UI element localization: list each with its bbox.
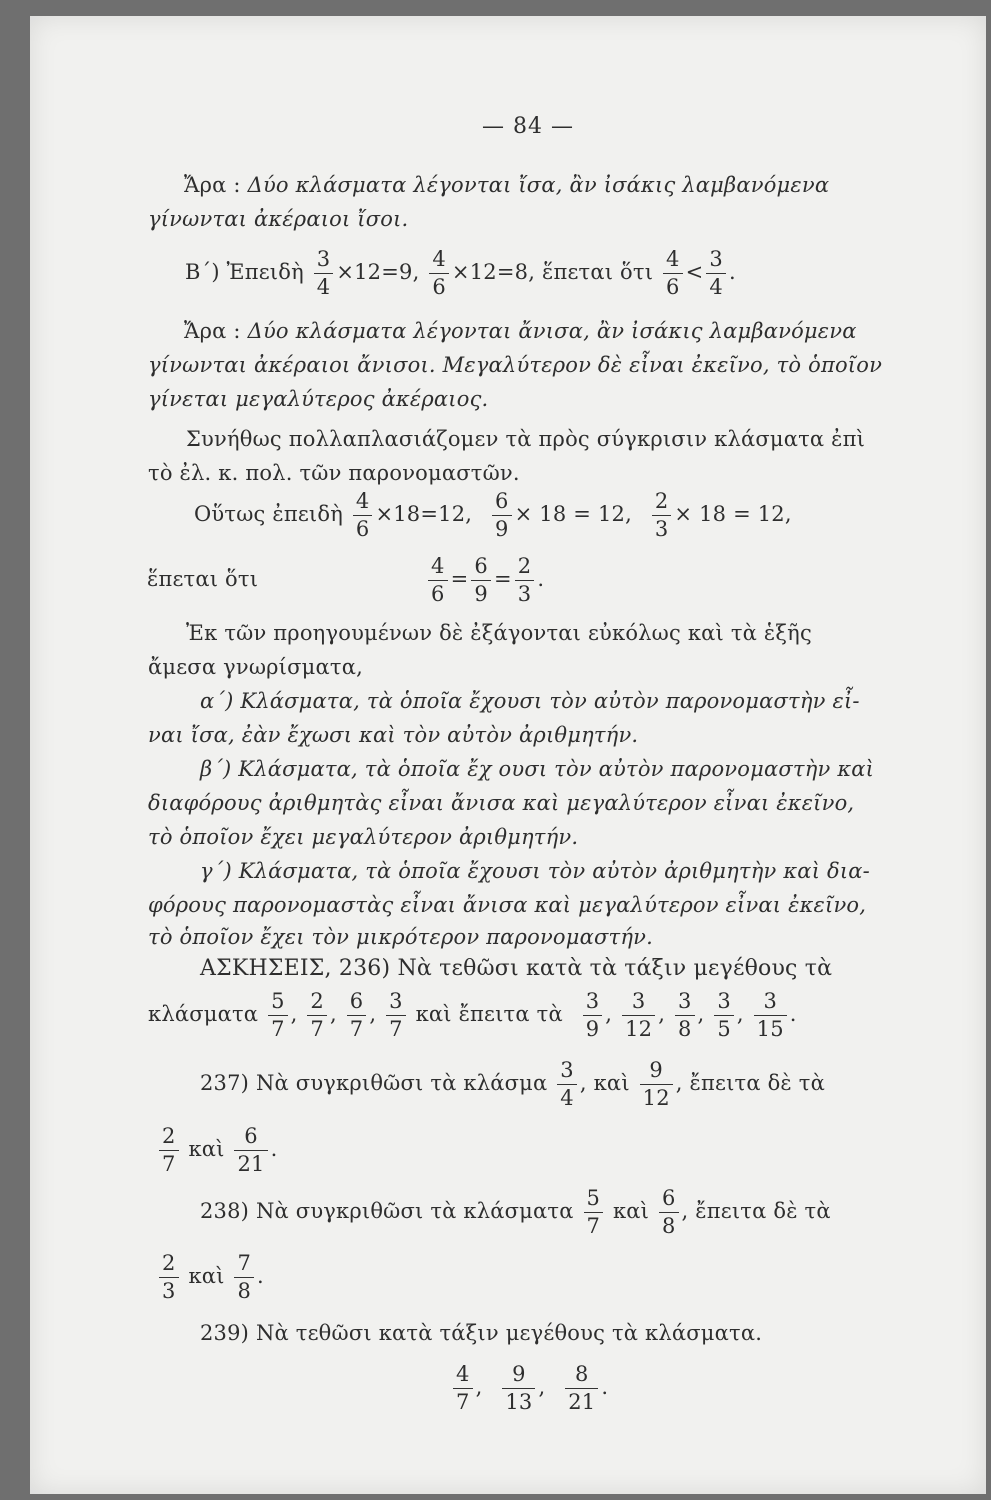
separator: , [290, 1002, 298, 1026]
exercise-text: καὶ ἔπειτα τὰ [415, 1002, 563, 1026]
fraction: $\frac{3}{4}$ [314, 249, 334, 298]
separator: . [789, 1002, 797, 1026]
example-b-line [185, 249, 736, 298]
fraction: $\frac{6}{9}$ [471, 556, 491, 605]
exercise-text: , ἔπειτα δὲ τὰ [675, 1071, 825, 1095]
separator: , [736, 1002, 744, 1026]
exercise-text: 238) Νὰ συγκριθῶσι τὰ κλάσματα [200, 1199, 574, 1223]
equation-label: Οὕτως ἐπειδὴ [194, 502, 343, 526]
properties-intro-line-1: Ἐκ τῶν προηγουμένων δὲ ἐξάγονται εὐκόλως καὶ τὰ ἑξῆς [186, 621, 812, 645]
separator: , [475, 1375, 483, 1399]
fraction: $\frac{6}{8}$ [659, 1188, 679, 1237]
fraction: $\frac{3}{7}$ [386, 991, 406, 1040]
exercise-239-line-2 [450, 1364, 608, 1413]
exercise-237-line-2 [156, 1126, 278, 1175]
separator: . [601, 1375, 609, 1399]
fraction: $\frac{9}{12}$ [640, 1060, 673, 1109]
fraction: $\frac{3}{12}$ [622, 991, 655, 1040]
rule-a-line-1: α΄) Κλάσματα, τὰ ὁποῖα ἔχουσι τὸν αὐτὸν παρονομαστὴν εἶ- [200, 689, 860, 713]
exercise-238-line-2 [156, 1253, 264, 1302]
fraction: $\frac{6}{7}$ [347, 991, 367, 1040]
conclusion-label: Ἄρα : [184, 173, 248, 197]
separator: , [605, 1002, 613, 1026]
fraction: $\frac{3}{15}$ [754, 991, 787, 1040]
rule-c-line-1: γ΄) Κλάσματα, τὰ ὁποῖα ἔχουσι τὸν αὐτὸν ἀριθμητὴν καὶ δια- [200, 859, 870, 883]
exercise-text: 237) Νὰ συγκριθῶσι τὰ κλάσμα [200, 1071, 548, 1095]
expression-text: × 18 = 12, [514, 502, 632, 526]
rule-b-line-1: β΄) Κλάσματα, τὰ ὁποῖα ἔχ ουσι τὸν αὐτὸν παρονομαστὴν καὶ [200, 757, 875, 781]
expression-text: ×18=12, [375, 502, 473, 526]
fraction: $\frac{4}{6}$ [429, 249, 449, 298]
separator: , [697, 1002, 705, 1026]
fraction: $\frac{5}{7}$ [268, 991, 288, 1040]
fraction: $\frac{3}{4}$ [557, 1060, 577, 1109]
exercise-239-line-1: 239) Νὰ τεθῶσι κατὰ τάξιν μεγέθους τὰ κλάσματα. [200, 1321, 763, 1345]
equation-label: ἕπεται ὅτι [147, 567, 259, 591]
expression-text: × 18 = 12, [674, 502, 792, 526]
properties-intro-line-2: ἄμεσα γνωρίσματα, [148, 655, 363, 679]
expression-text: < [685, 260, 704, 284]
rule-c-line-2: φόρους παρονομαστὰς εἶναι ἄνισα καὶ μεγαλύτερον εἶναι ἐκεῖνο, [148, 893, 867, 917]
fraction: $\frac{4}{6}$ [353, 491, 373, 540]
exercise-text: καὶ [188, 1137, 225, 1161]
exercise-label: κλάσματα [148, 1002, 259, 1026]
conclusion-label: Ἄρα : [184, 319, 248, 343]
expression-text: . [537, 567, 545, 591]
exercise-text: . [257, 1264, 264, 1288]
conclusion-text: Δύο κλάσματα λέγονται ἄνισα, ἂν ἰσάκις λαμβανόμενα [247, 319, 857, 343]
exercise-236-line-1: ΑΣΚΗΣΕΙΣ, 236) Νὰ τεθῶσι κατὰ τὰ τάξιν μεγέθους τὰ [200, 956, 833, 981]
fraction: $\frac{2}{3}$ [159, 1253, 179, 1302]
fraction: $\frac{2}{3}$ [515, 556, 535, 605]
fraction: $\frac{3}{4}$ [706, 249, 726, 298]
fraction: $\frac{3}{9}$ [583, 991, 603, 1040]
common-denominator-line-2: τὸ ἐλ. κ. πολ. τῶν παρονομαστῶν. [148, 461, 520, 485]
separator: , [329, 1002, 337, 1026]
conclusion-equal-line-1 [184, 172, 829, 198]
rule-b-line-2: διαφόρους ἀριθμητὰς εἶναι ἄνισα καὶ μεγαλύτερον εἶναι ἐκεῖνο, [148, 791, 855, 815]
exercise-236-line-2 [148, 991, 797, 1040]
page-number: — 84 — [482, 114, 574, 139]
separator: , [658, 1002, 666, 1026]
expression-text: = [493, 567, 512, 591]
expression-text: = [450, 567, 469, 591]
exercise-text: , καὶ [579, 1071, 630, 1095]
fraction: $\frac{4}{7}$ [453, 1364, 473, 1413]
fraction: $\frac{3}{5}$ [714, 991, 734, 1040]
exercise-238-line-1 [200, 1188, 831, 1237]
exercise-text: καὶ [188, 1264, 225, 1288]
example-equation-1 [194, 491, 792, 540]
expression-text: . [728, 260, 736, 284]
expression-text: ×12=9, [336, 260, 420, 284]
rule-b-line-3: τὸ ὁποῖον ἔχει μεγαλύτερον ἀριθμητήν. [148, 825, 579, 849]
conclusion-text: Δύο κλάσματα λέγονται ἴσα, ἂν ἰσάκις λαμβανόμενα [247, 173, 830, 197]
conclusion-unequal-line-3: γίνεται μεγαλύτερος ἀκέραιος. [148, 387, 489, 411]
fraction: $\frac{2}{7}$ [307, 991, 327, 1040]
conclusion-unequal-line-1 [184, 318, 857, 344]
fraction: $\frac{2}{3}$ [652, 491, 672, 540]
exercise-237-line-1 [200, 1060, 825, 1109]
conclusion-unequal-line-2: γίνωνται ἀκέραιοι ἄνισοι. Μεγαλύτερον δὲ εἶναι ἐκεῖνο, τὸ ὁποῖον [148, 353, 883, 377]
fraction: $\frac{4}{6}$ [663, 249, 683, 298]
fraction: $\frac{6}{9}$ [492, 491, 512, 540]
separator: , [369, 1002, 377, 1026]
fraction: $\frac{4}{6}$ [428, 556, 448, 605]
exercise-text: . [270, 1137, 278, 1161]
expression-text: ×12=8, [451, 260, 536, 284]
fraction: $\frac{5}{7}$ [584, 1188, 604, 1237]
fraction: $\frac{6}{21}$ [234, 1126, 267, 1175]
fraction: $\frac{3}{8}$ [675, 991, 695, 1040]
fraction: $\frac{9}{13}$ [502, 1364, 535, 1413]
separator: , [538, 1375, 546, 1399]
exercise-text: , ἔπειτα δὲ τὰ [681, 1199, 831, 1223]
fraction: $\frac{8}{21}$ [565, 1364, 598, 1413]
book-page [30, 16, 986, 1494]
exercise-text: καὶ [612, 1199, 650, 1223]
rule-a-line-2: ναι ἴσα, ἐὰν ἔχωσι καὶ τὸν αὐτὸν ἀριθμητήν. [148, 723, 639, 747]
expression-text: ἕπεται ὅτι [541, 260, 654, 284]
conclusion-equal-line-2: γίνωνται ἀκέραιοι ἴσοι. [148, 207, 409, 231]
common-denominator-line-1: Συνήθως πολλαπλασιάζομεν τὰ πρὸς σύγκρισιν κλάσματα ἐπὶ [186, 427, 866, 451]
rule-c-line-3: τὸ ὁποῖον ἔχει τὸν μικρότερον παρονομαστήν. [148, 925, 653, 949]
fraction: $\frac{7}{8}$ [234, 1253, 254, 1302]
example-b-label: Β΄) Ἐπειδὴ [185, 260, 304, 284]
example-equation-2 [147, 556, 544, 605]
fraction: $\frac{2}{7}$ [159, 1126, 179, 1175]
